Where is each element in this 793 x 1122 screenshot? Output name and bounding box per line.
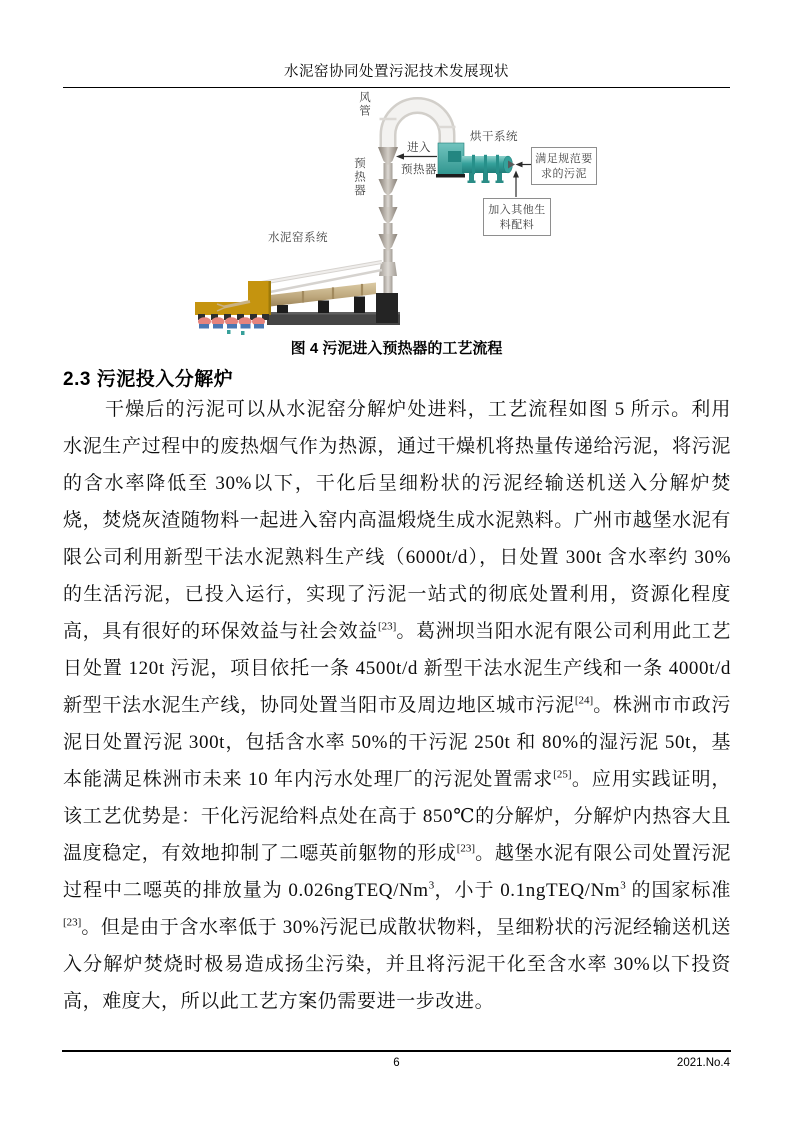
other-raw-materials-box: 加入其他生料配料 <box>483 198 551 236</box>
figure-4-process-diagram <box>170 85 620 337</box>
issue-number: 2021.No.4 <box>676 1057 730 1069</box>
page-number: 6 <box>393 1057 400 1069</box>
rotary-kiln-shape <box>195 281 400 335</box>
qualified-sludge-box: 满足规范要求的污泥 <box>531 147 597 185</box>
enter-target-label: 预热器 <box>401 164 437 176</box>
preheater-label: 预热器 <box>353 157 365 198</box>
raw-material-arrow-icon <box>513 171 519 198</box>
drying-system-label: 烘干系统 <box>470 131 518 143</box>
air-duct-label: 风管 <box>358 91 370 118</box>
sludge-feed-arrow-icon <box>516 162 532 168</box>
footer-rule <box>62 1050 731 1052</box>
preheater-column-shape <box>378 147 398 295</box>
cement-kiln-system-label: 水泥窑系统 <box>268 232 328 244</box>
enter-label: 进入 <box>407 142 431 154</box>
figure-caption: 图 4 污泥进入预热器的工艺流程 <box>290 340 503 357</box>
process-flow-drawing <box>170 85 620 337</box>
body-paragraph: 干燥后的污泥可以从水泥窑分解炉处进料，工艺流程如图 5 所示。利用水泥生产过程中的废热烟气作为热源，通过干燥机将热量传递给污泥，将污泥的含水率降低至 30%以下，干化后呈细粉状的污泥经输送机送入分解炉焚烧，焚烧灰渣随物料一起进入窑内高温煅烧生成水泥熟料。广州市越堡水泥有限公司利用新型干法水泥熟料生产线（6000t/d），日处置 300t 含水率约 30%的生活污泥，已投入运行，实现了污泥一站式的彻底处置利用，资源化程度高，具有很好的环保效益与社会效益[23]。葛洲坝当阳水泥有限公司利用此工艺日处置 120t 污泥，项目依托一条 4500t/d 新型干法水泥生产线和一条 4000t/d 新型干法水泥生产线，协同处置当阳市及周边地区城市污泥[24]。株洲市市政污泥日处置污泥 300t，包括含水率 50%的干污泥 250t 和 80%的湿污泥 50t，基本能满足株洲市未来 10 年内污水处理厂的污泥处置需求[25]。应用实践证明，该工艺优势是：干化污泥给料点处在高于 850℃的分解炉，分解炉内热容大且温度稳定，有效地抑制了二噁英前躯物的形成[23]。越堡水泥有限公司处置污泥过程中二噁英的排放量为 0.026ngTEQ/Nm$^3$，小于 0.1ngTEQ/Nm$^3$ 的国家标准[23]。但是由于含水率低于 30%污泥已成散状物料，呈细粉状的污泥经输送机送入分解炉焚烧时极易造成扬尘污染，并且将污泥干化至含水率 30%以下投资高，难度大，所以此工艺方案仍需要进一步改进。 <box>63 399 732 1012</box>
dryer-shape <box>436 143 515 183</box>
section-heading: 2.3 污泥投入分解炉 <box>63 369 234 390</box>
running-head-title: 水泥窑协同处置污泥技术发展现状 <box>284 64 509 80</box>
